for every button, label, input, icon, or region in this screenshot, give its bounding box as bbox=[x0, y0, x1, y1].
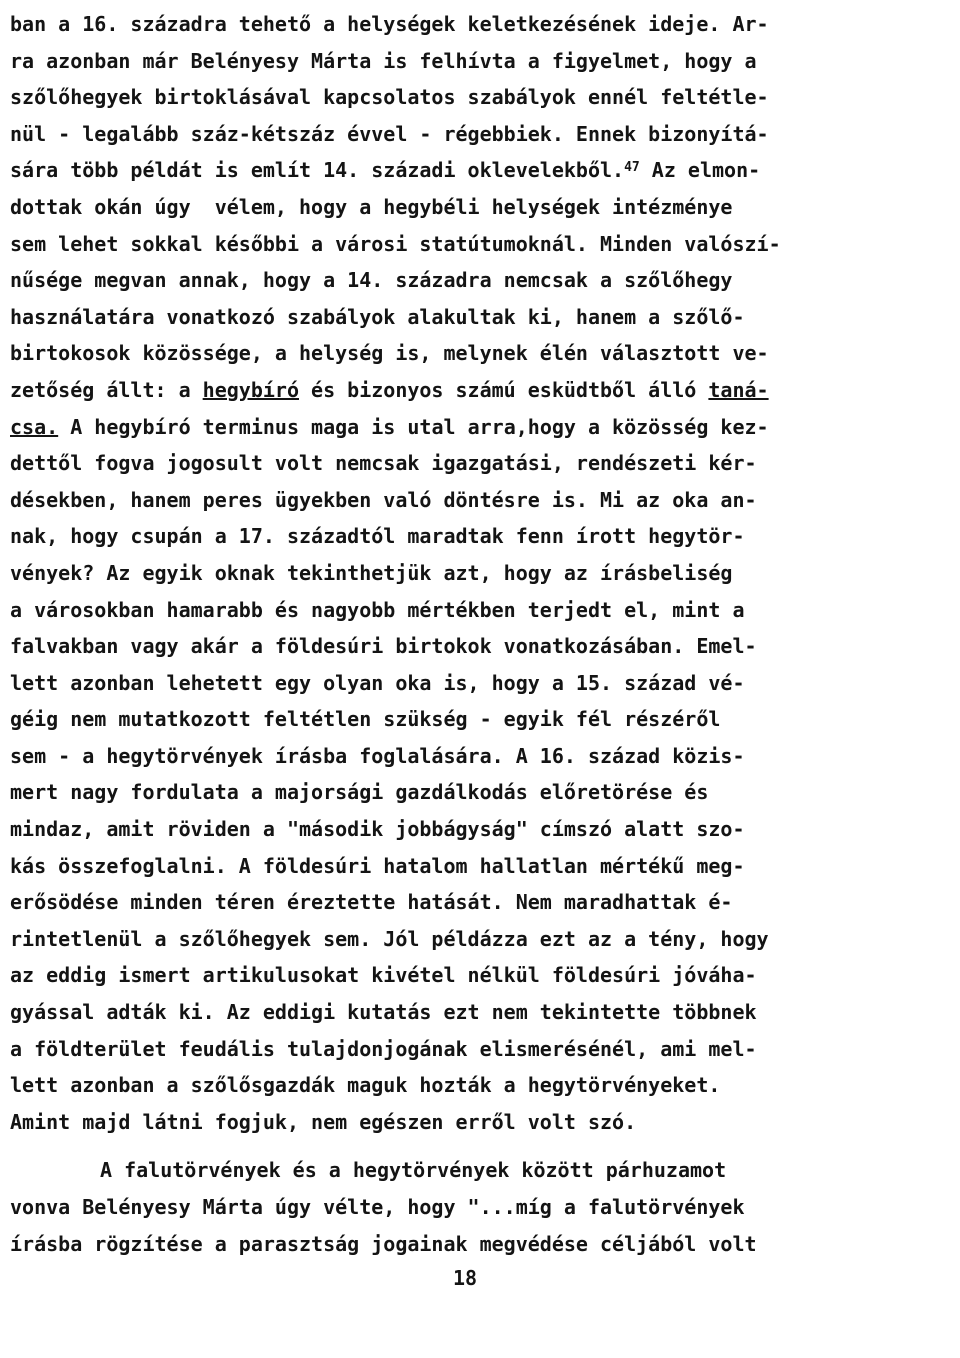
text-segment: sára több példát is említ 14. századi oklevelekből. bbox=[10, 158, 625, 183]
underlined-term: csa. bbox=[10, 414, 59, 439]
text-line: a városokban hamarabb és nagyobb mértékben terjedt el, mint a bbox=[10, 597, 745, 622]
text-segment: és bizonyos számú esküdtből álló bbox=[298, 377, 709, 402]
text-line: désekben, hanem peres ügyekben való döntésre is. Mi az oka an- bbox=[10, 487, 757, 512]
page-number: 18 bbox=[453, 1266, 478, 1291]
underlined-term: taná- bbox=[708, 377, 769, 402]
text-line bbox=[10, 409, 950, 446]
text-line: falvakban vagy akár a földesúri birtokok vonatkozásában. Emel- bbox=[10, 634, 757, 659]
text-line: ban a 16. századra tehető a helységek keletkezésének ideje. Ar- bbox=[10, 12, 769, 36]
paragraph bbox=[10, 1152, 950, 1262]
text-line: sem - a hegytörvények írásba foglalására. A 16. század közis- bbox=[10, 743, 745, 768]
text-line: használatára vonatkozó szabályok alakultak ki, hanem a szőlő- bbox=[10, 304, 745, 329]
text-line: dettől fogva jogosult volt nemcsak igazgatási, rendészeti kér- bbox=[10, 451, 757, 476]
text-line: írásba rögzítése a parasztság jogainak megvédése céljából volt bbox=[10, 1231, 757, 1256]
document-page bbox=[10, 6, 950, 1297]
text-line: erősödése minden téren éreztette hatását. Nem maradhattak é- bbox=[10, 890, 733, 915]
text-line: mindaz, amit röviden a "második jobbágyság" címszó alatt szo- bbox=[10, 817, 745, 842]
text-line: rintetlenül a szőlőhegyek sem. Jól példázza ezt az a tény, hogy bbox=[10, 926, 769, 951]
text-line bbox=[10, 372, 950, 409]
text-line: nűsége megvan annak, hogy a 14. századra nemcsak a szőlőhegy bbox=[10, 268, 733, 293]
text-segment: A hegybíró terminus maga is utal arra,hogy a közösség kez- bbox=[58, 414, 769, 439]
text-line: dottak okán úgy vélem, hogy a hegybéli helységek intézménye bbox=[10, 194, 733, 219]
text-line: vények? Az egyik oknak tekinthetjük azt, hogy az írásbeliség bbox=[10, 560, 733, 585]
text-line: Amint majd látni fogjuk, nem egészen erről volt szó. bbox=[10, 1109, 637, 1134]
text-line: nül - legalább száz-kétszáz évvel - régebbiek. Ennek bizonyítá- bbox=[10, 121, 769, 146]
text-line: vonva Belényesy Márta úgy vélte, hogy "...míg a falutörvények bbox=[10, 1195, 745, 1219]
footnote-reference: 47 bbox=[624, 160, 640, 176]
text-line: géig nem mutatkozott feltétlen szükség - egyik fél részéről bbox=[10, 707, 721, 732]
text-segment: zetőség állt: a bbox=[10, 377, 203, 402]
text-line: a földterület feudális tulajdonjogának elismerésénél, ami mel- bbox=[10, 1036, 757, 1061]
underlined-term: hegybíró bbox=[202, 377, 299, 402]
text-line: szőlőhegyek birtoklásával kapcsolatos szabályok ennél feltétle- bbox=[10, 85, 769, 110]
text-line: A falutörvények és a hegytörvények között párhuzamot bbox=[100, 1158, 727, 1183]
paragraph-gap bbox=[10, 1140, 950, 1152]
text-line: nak, hogy csupán a 17. századtól maradtak fenn írott hegytör- bbox=[10, 524, 745, 549]
text-line: birtokosok közössége, a helység is, melynek élén választott ve- bbox=[10, 341, 769, 366]
text-line: mert nagy fordulata a majorsági gazdálkodás előretörése és bbox=[10, 780, 709, 805]
text-segment: Az elmon- bbox=[639, 158, 761, 183]
paragraph bbox=[10, 6, 950, 1140]
text-line: sem lehet sokkal későbbi a városi statútumoknál. Minden valószí- bbox=[10, 231, 781, 256]
text-line: lett azonban lehetett egy olyan oka is, hogy a 15. század vé- bbox=[10, 670, 745, 695]
text-line: ra azonban már Belényesy Márta is felhívta a figyelmet, hogy a bbox=[10, 48, 757, 73]
text-line: kás összefoglalni. A földesúri hatalom hallatlan mértékű meg- bbox=[10, 853, 745, 878]
text-line: az eddig ismert artikulusokat kivétel nélkül földesúri jóváha- bbox=[10, 963, 757, 988]
text-line bbox=[10, 152, 950, 189]
text-line: gyással adták ki. Az eddigi kutatás ezt nem tekintette többnek bbox=[10, 1000, 757, 1025]
text-line: lett azonban a szőlősgazdák maguk hozták a hegytörvényeket. bbox=[10, 1073, 721, 1098]
